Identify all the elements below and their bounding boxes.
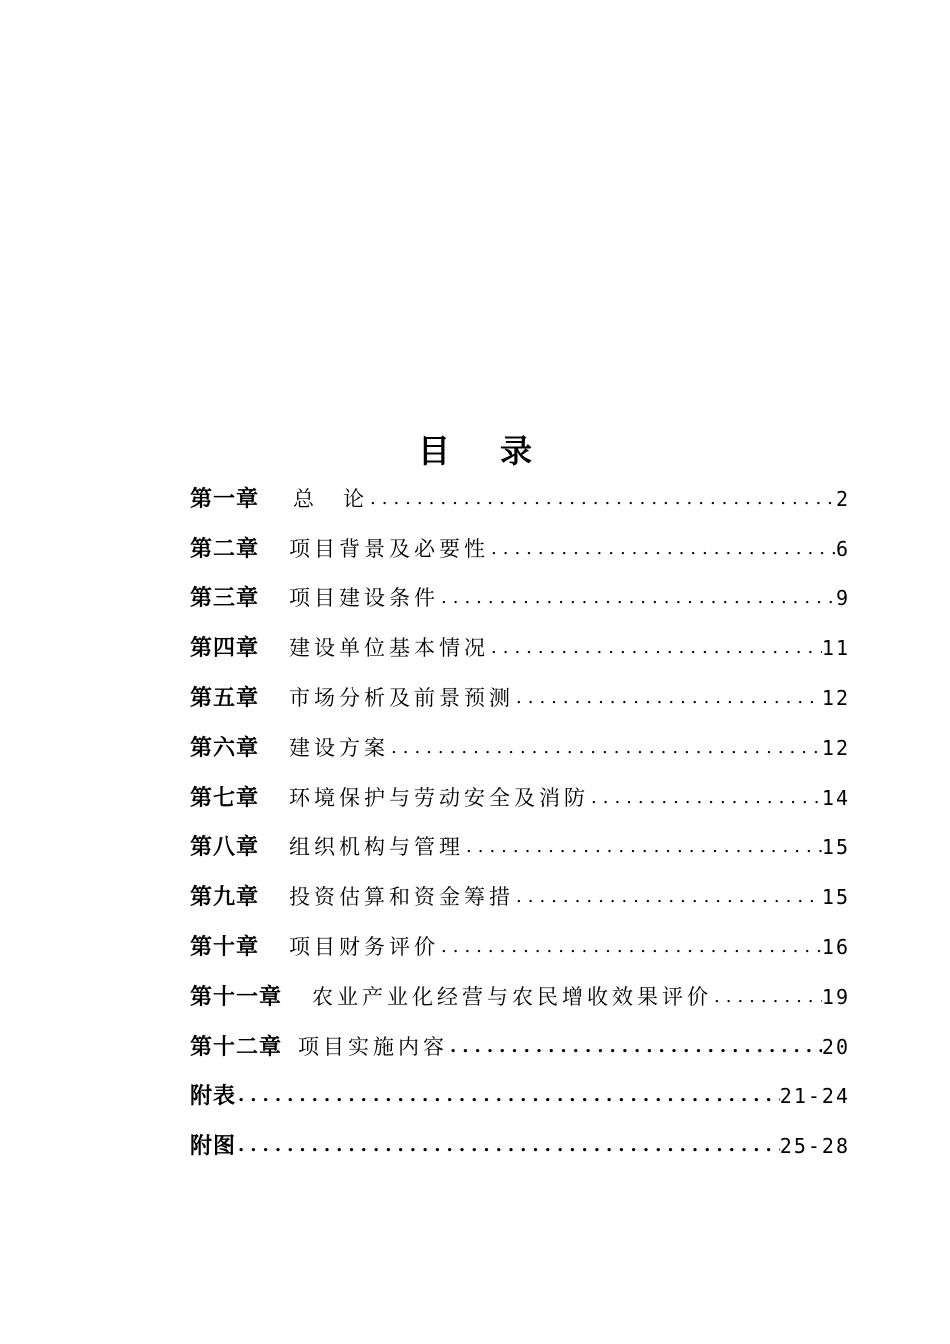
toc-leader-dots [448, 1032, 822, 1062]
toc-page-number: 20 [821, 1034, 850, 1059]
toc-chapter-number: 附表 [190, 1083, 237, 1110]
toc-page-number: 19 [821, 984, 850, 1009]
toc-leader-dots [489, 633, 822, 663]
toc-entry-chapter-9[interactable] [190, 872, 850, 922]
toc-leader-dots [439, 932, 822, 962]
toc-leader-dots [514, 683, 822, 713]
toc-entry-appendix-tables[interactable] [190, 1072, 850, 1122]
toc-leader-dots [236, 1131, 780, 1161]
toc-entry-chapter-5[interactable] [190, 673, 850, 723]
toc-chapter-title: 环境保护与劳动安全及消防 [289, 785, 590, 810]
toc-page-number: 9 [835, 586, 850, 611]
toc-page-number: 12 [821, 735, 850, 760]
toc-chapter-title: 建设方案 [289, 735, 390, 760]
toc-chapter-title: 组织机构与管理 [289, 835, 465, 860]
toc-page-number: 16 [821, 935, 850, 960]
toc-entry-chapter-7[interactable] [190, 773, 850, 823]
toc-page-number: 6 [835, 536, 850, 561]
toc-title-char-2: 录 [500, 432, 583, 470]
toc-entry-chapter-10[interactable] [190, 922, 850, 972]
toc-leader-dots [489, 534, 836, 564]
toc-chapter-title: 建设单位基本情况 [289, 636, 490, 661]
toc-chapter-title: 项目背景及必要性 [289, 536, 490, 561]
toc-leader-dots [589, 783, 822, 813]
toc-leader-dots [368, 484, 836, 514]
toc-chapter-title: 市场分析及前景预测 [289, 686, 515, 711]
toc-chapter-number: 第六章 [190, 734, 260, 761]
toc-chapter-number: 第一章 [190, 485, 260, 512]
toc-leader-dots [236, 1081, 780, 1111]
toc-chapter-number: 第九章 [190, 884, 260, 911]
toc-leader-dots [464, 832, 822, 862]
toc-page-number: 25-28 [779, 1134, 850, 1159]
toc-list [190, 474, 850, 1171]
toc-leader-dots [514, 882, 822, 912]
toc-title-char-1: 目 [417, 432, 500, 470]
toc-chapter-title: 农业产业化经营与农民增收效果评价 [312, 984, 713, 1009]
toc-entry-chapter-8[interactable] [190, 823, 850, 873]
toc-chapter-number: 第五章 [190, 685, 260, 712]
toc-page-number: 11 [821, 636, 850, 661]
toc-leader-dots [439, 583, 836, 613]
toc-chapter-number: 第七章 [190, 784, 260, 811]
toc-page-number: 12 [821, 686, 850, 711]
toc-entry-chapter-11[interactable] [190, 972, 850, 1022]
toc-chapter-number: 第三章 [190, 585, 260, 612]
toc-chapter-number: 第八章 [190, 834, 260, 861]
toc-entry-chapter-2[interactable] [190, 524, 850, 574]
toc-chapter-title: 投资估算和资金筹措 [289, 885, 515, 910]
toc-page-number: 15 [821, 835, 850, 860]
toc-entry-chapter-12[interactable] [190, 1022, 850, 1072]
toc-entry-chapter-6[interactable] [190, 723, 850, 773]
toc-entry-chapter-4[interactable] [190, 623, 850, 673]
toc-page-number: 15 [821, 885, 850, 910]
toc-chapter-title: 项目实施内容 [298, 1034, 449, 1059]
toc-chapter-number: 第二章 [190, 535, 260, 562]
toc-chapter-title: 项目财务评价 [289, 935, 440, 960]
toc-entry-chapter-1[interactable] [190, 474, 850, 524]
toc-title [0, 428, 950, 474]
toc-entry-appendix-figures[interactable] [190, 1121, 850, 1171]
toc-page-number: 21-24 [779, 1084, 850, 1109]
toc-leader-dots [389, 733, 822, 763]
toc-chapter-number: 第十章 [190, 934, 260, 961]
toc-leader-dots [712, 982, 822, 1012]
toc-entry-chapter-3[interactable] [190, 574, 850, 624]
toc-chapter-number: 第十一章 [190, 983, 283, 1010]
toc-chapter-number: 第十二章 [190, 1033, 283, 1060]
toc-page-number: 14 [821, 785, 850, 810]
toc-chapter-number: 第四章 [190, 635, 260, 662]
toc-page-number: 2 [835, 486, 850, 511]
toc-chapter-title: 项目建设条件 [289, 586, 440, 611]
toc-chapter-number: 附图 [190, 1133, 237, 1160]
toc-chapter-title: 总 论 [293, 486, 369, 511]
